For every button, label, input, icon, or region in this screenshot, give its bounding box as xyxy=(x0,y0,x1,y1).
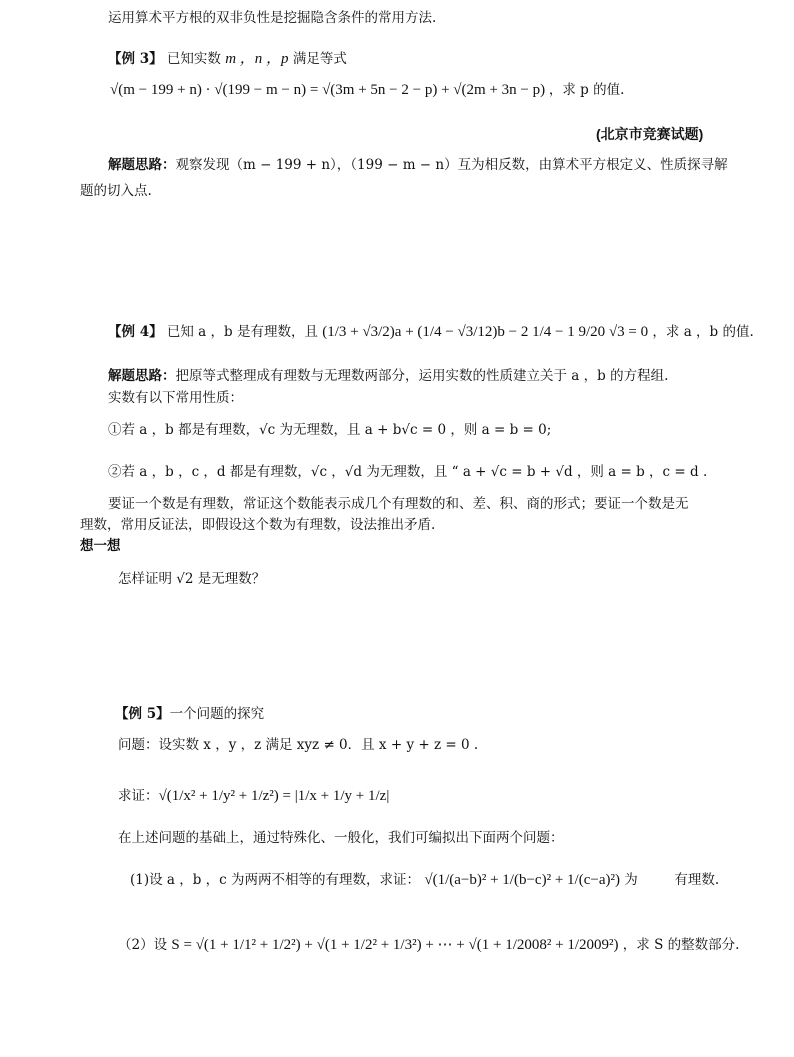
example-4-stem: 已知 a ，b 是有理数，且 xyxy=(166,324,318,340)
proof-method-line1: 要证一个数是有理数，常证这个数能表示成几个有理数的和、差、积、商的形式；要证一个数是无 xyxy=(108,496,689,512)
example-5-problem-label: 问题： xyxy=(118,737,159,753)
example-5-q2-label: （2）设 xyxy=(118,937,168,953)
example-5-q1-expr: √(1/(a−b)² + 1/(b−c)² + 1/(c−a)²) xyxy=(424,872,620,888)
example-3-hint-label: 解题思路： xyxy=(108,157,176,173)
example-3-ask: ，求 p 的值. xyxy=(548,82,625,98)
proof-method-line2: 理数，常用反证法，即假设这个数为有理数，设法推出矛盾. xyxy=(80,517,436,533)
example-5-heading xyxy=(115,704,264,724)
example-5-prove-label: 求证： xyxy=(118,788,159,804)
example-5-tag: 【例 5】 xyxy=(115,706,170,722)
example-5-q2-ask: ，求 S 的整数部分. xyxy=(622,937,740,953)
example-5-q2-expr: S = √(1 + 1/1² + 1/2²) + √(1 + 1/2² + 1/3²) + ⋯ + √(1 + 1/2008² + 1/2009²) xyxy=(171,937,619,953)
example-3-tag: 【例 3】 xyxy=(108,51,163,67)
example-4-ask: ，求 a ，b 的值. xyxy=(652,324,754,340)
example-3-hint-line2: 题的切入点. xyxy=(80,183,152,199)
example-3-stem: 已知实数 xyxy=(166,51,221,67)
example-4-hint-label: 解题思路： xyxy=(108,368,176,384)
example-4-hint-line2: 实数有以下常用性质： xyxy=(108,390,243,406)
example-3-source: (北京市竞赛试题) xyxy=(596,126,704,142)
example-4-hint-line1: 把原等式整理成有理数与无理数两部分，运用实数的性质建立关于 a ，b 的方程组. xyxy=(175,368,669,384)
example-3-vars: m ，n ，p xyxy=(225,51,289,67)
intro-text: 运用算术平方根的双非负性是挖掘隐含条件的常用方法. xyxy=(108,10,437,26)
think-question: 怎样证明 √2 是无理数？ xyxy=(118,571,266,587)
example-5-q1-tail-a: 为 xyxy=(624,872,638,888)
example-5-question-2 xyxy=(118,935,739,955)
property-1: ①若 a ，b 都是有理数，√c 为无理数，且 a + b√c = 0 ，则 a = b = 0; xyxy=(108,422,552,438)
example-5-prove-expr: √(1/x² + 1/y² + 1/z²) = |1/x + 1/y + 1/z| xyxy=(158,788,390,804)
example-4-equation: (1/3 + √3/2)a + (1/4 − √3/12)b − 2 1/4 − 1 9/20 √3 = 0 xyxy=(322,324,649,340)
example-3-equation-text: √(m − 199 + n) · √(199 − m − n) = √(3m + 5n − 2 − p) + √(2m + 3n − p) xyxy=(110,82,546,98)
example-3-equation xyxy=(110,80,624,100)
example-4-tag: 【例 4】 xyxy=(108,324,163,340)
example-3-hint xyxy=(108,155,728,175)
example-5-problem-text: 设实数 x ，y ，z 满足 xyz ≠ 0．且 x + y + z = 0 . xyxy=(158,737,479,753)
example-3-tail: 满足等式 xyxy=(292,51,347,67)
example-3-hint-line1: 观察发现（m − 199 + n），（199 − m − n）互为相反数，由算术平方根定义、性质探寻解 xyxy=(175,157,728,173)
example-5-question-1 xyxy=(130,870,719,890)
example-4-hint xyxy=(108,366,668,386)
example-5-title: 一个问题的探究 xyxy=(169,706,265,722)
example-5-q1-tail-b: 有理数. xyxy=(674,872,720,888)
example-5-prove xyxy=(118,786,389,806)
example-3-heading xyxy=(108,49,347,69)
example-5-problem xyxy=(118,735,478,755)
property-2: ②若 a ，b ，c ，d 都是有理数，√c ，√d 为无理数，且 “ a + √c = b + √d ，则 a = b ，c = d . xyxy=(108,464,708,480)
example-4-heading xyxy=(108,322,754,342)
think-title: 想一想 xyxy=(80,538,121,554)
example-5-q1-label: (1)设 a ，b ，c 为两两不相等的有理数，求证： xyxy=(130,872,421,888)
example-5-transition: 在上述问题的基础上，通过特殊化、一般化，我们可编拟出下面两个问题： xyxy=(118,830,564,846)
